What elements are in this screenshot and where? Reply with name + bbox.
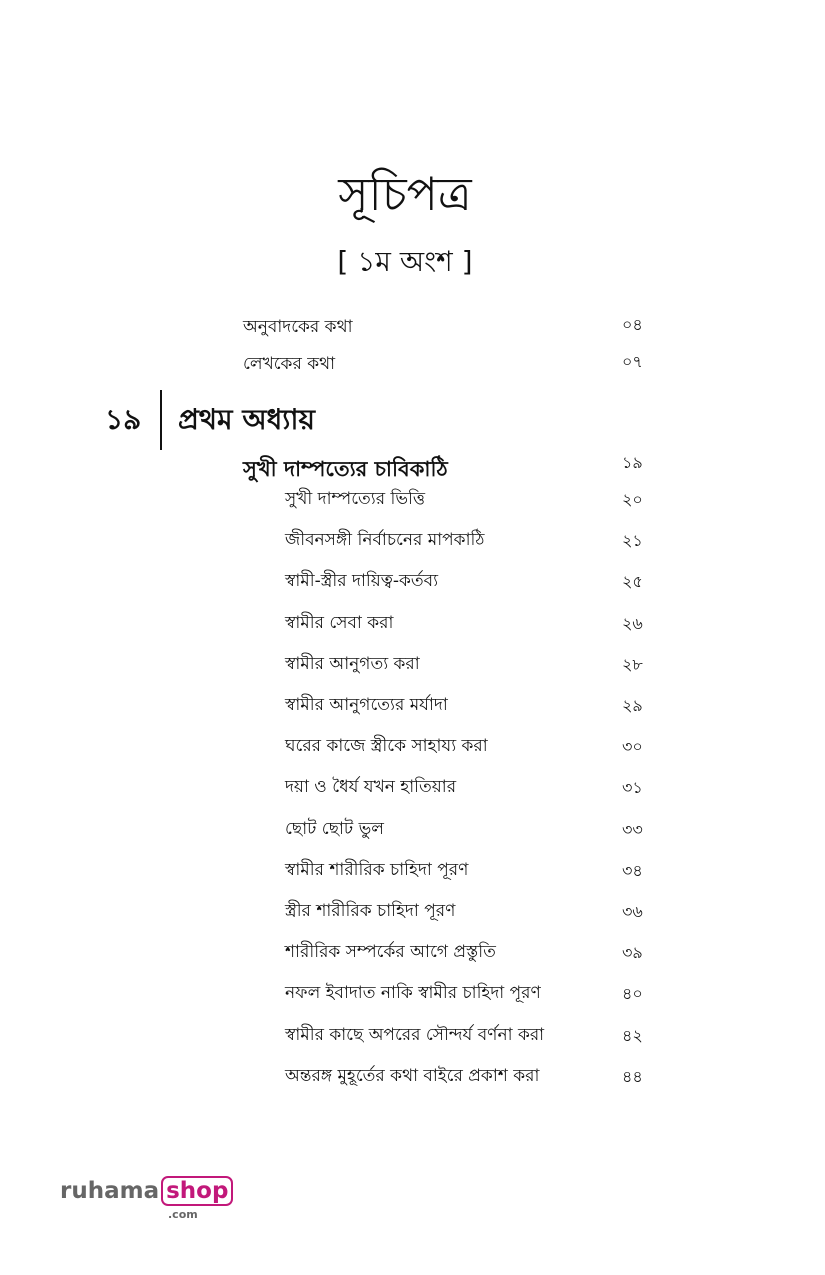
toc-item-label: সুখী দাম্পত্যের ভিত্তি bbox=[285, 489, 426, 509]
toc-entry-page: ০৭ bbox=[622, 352, 643, 371]
chapter-number: ১৯ bbox=[105, 403, 142, 436]
toc-item-page: ৩০ bbox=[622, 737, 643, 757]
section-heading: সুখী দাম্পত্যের চাবিকাঠি bbox=[243, 457, 448, 481]
logo-shop: shop bbox=[161, 1176, 233, 1206]
toc-item-page: ২১ bbox=[622, 531, 643, 551]
toc-item-page: ২৯ bbox=[622, 696, 643, 715]
toc-item-label: নফল ইবাদাত নাকি স্বামীর চাহিদা পূরণ bbox=[285, 983, 541, 1004]
toc-item-page: ৩৩ bbox=[622, 819, 643, 839]
toc-item-page: ৪৪ bbox=[622, 1066, 643, 1086]
toc-entry-label: অনুবাদকের কথা bbox=[243, 317, 353, 337]
toc-item-page: ৪০ bbox=[622, 984, 643, 1004]
toc-item-label: শারীরিক সম্পর্কের আগে প্রস্তুতি bbox=[285, 942, 496, 963]
toc-item-label: স্বামীর শারীরিক চাহিদা পূরণ bbox=[285, 859, 469, 880]
chapter-divider bbox=[160, 390, 162, 450]
toc-item-page: ২০ bbox=[622, 490, 643, 509]
toc-item-label: অন্তরঙ্গ মুহূর্তের কথা বাইরে প্রকাশ করা bbox=[285, 1065, 540, 1086]
toc-item-label: ছোট ছোট ভুল bbox=[285, 818, 384, 839]
page-subtitle: [ ১ম অংশ ] bbox=[337, 245, 473, 278]
chapter-title: প্রথম অধ্যায় bbox=[178, 403, 316, 436]
toc-item-page: ৩৯ bbox=[622, 943, 643, 963]
toc-item-page: ৩৪ bbox=[622, 860, 643, 880]
ruhamashop-logo bbox=[60, 1178, 233, 1221]
toc-item-page: ৩১ bbox=[622, 778, 643, 798]
toc-item-label: ঘরের কাজে স্ত্রীকে সাহায্য করা bbox=[285, 736, 488, 757]
toc-item-page: ২৮ bbox=[622, 654, 643, 674]
toc-item-label: স্বামীর আনুগত্য করা bbox=[285, 653, 420, 674]
toc-item-label: স্বামী-স্ত্রীর দায়িত্ব-কর্তব্য bbox=[285, 571, 439, 592]
toc-item-page: ৪২ bbox=[622, 1025, 643, 1045]
toc-item-label: জীবনসঙ্গী নির্বাচনের মাপকাঠি bbox=[285, 530, 485, 551]
toc-item-label: দয়া ও ধৈর্য যখন হাতিয়ার bbox=[285, 777, 457, 798]
toc-item-page: ২৬ bbox=[622, 613, 643, 633]
toc-item-label: স্ত্রীর শারীরিক চাহিদা পূরণ bbox=[285, 901, 456, 921]
toc-item-label: স্বামীর সেবা করা bbox=[285, 612, 394, 633]
toc-item-label: স্বামীর কাছে অপরের সৌন্দর্য বর্ণনা করা bbox=[285, 1024, 545, 1045]
section-page: ১৯ bbox=[622, 453, 643, 472]
toc-entry-label: লেখকের কথা bbox=[243, 354, 336, 374]
toc-item-page: ২৫ bbox=[622, 572, 643, 592]
toc-item-label: স্বামীর আনুগত্যের মর্যাদা bbox=[285, 695, 448, 715]
page-title: সূচিপত্র bbox=[338, 167, 472, 221]
logo-domain: .com bbox=[168, 1208, 198, 1221]
toc-item-page: ৩৬ bbox=[622, 902, 643, 921]
toc-entry-page: ০৪ bbox=[622, 315, 643, 334]
logo-text: ruhama bbox=[60, 1178, 160, 1204]
